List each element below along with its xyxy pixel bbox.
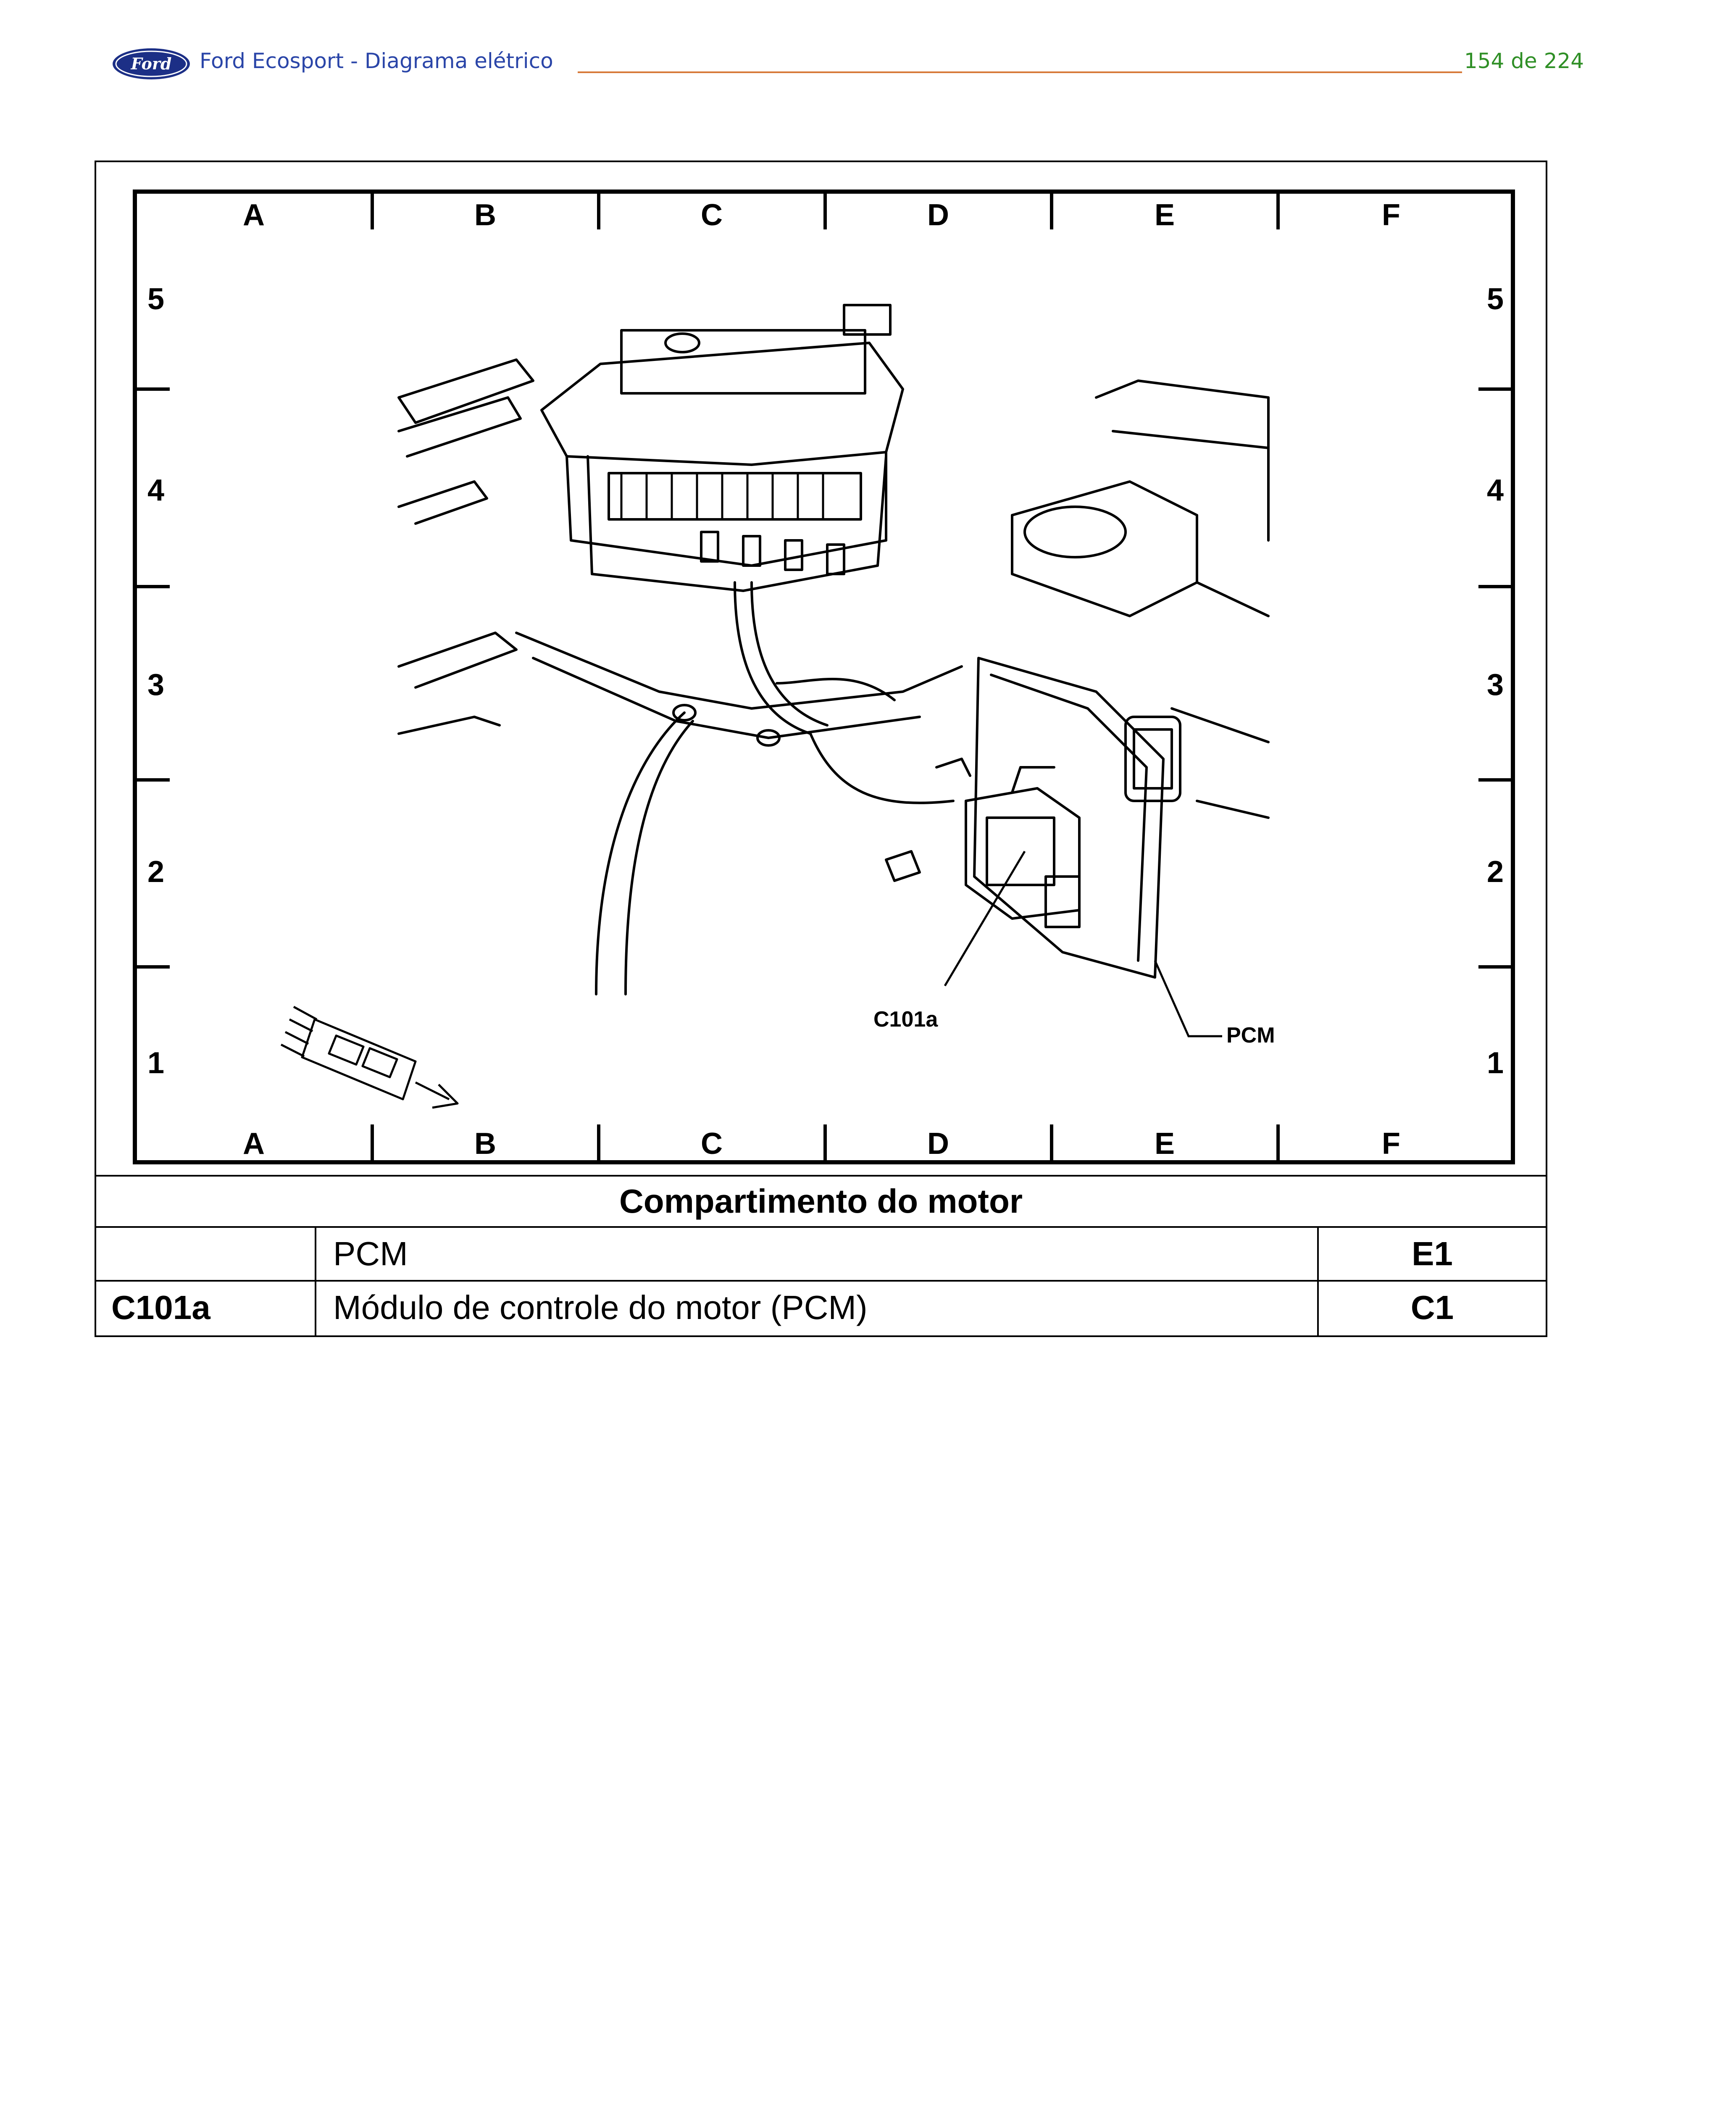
connector-code <box>96 1228 316 1280</box>
diagram-frame <box>95 161 1547 1337</box>
callout-pcm: PCM <box>1226 1023 1275 1048</box>
row-label-1-left: 1 <box>147 1046 165 1080</box>
row-label-4-left: 4 <box>147 474 165 507</box>
row-label-2-left: 2 <box>147 855 165 889</box>
row-label-1-right: 1 <box>1486 1046 1504 1080</box>
grid-location: E1 <box>1412 1235 1453 1272</box>
engine-compartment-drawing <box>96 162 1546 1177</box>
column-label-e-bottom: E <box>1154 1127 1175 1161</box>
column-label-f-top: F <box>1382 198 1400 232</box>
page-header <box>111 47 1584 81</box>
component-description: PCM <box>316 1228 1319 1280</box>
svg-text:Ford: Ford <box>131 54 172 73</box>
column-label-a-bottom: A <box>243 1127 265 1161</box>
column-label-a-top: A <box>243 198 265 232</box>
table-row <box>96 1282 1546 1335</box>
column-label-c-bottom: C <box>701 1127 723 1161</box>
legend-title: Compartimento do motor <box>96 1177 1546 1228</box>
table-row <box>96 1228 1546 1282</box>
grid-location: C1 <box>1410 1289 1454 1326</box>
row-label-4-right: 4 <box>1486 474 1504 507</box>
document-title: Ford Ecosport - Diagrama elétrico <box>200 49 553 73</box>
row-label-5-right: 5 <box>1486 282 1504 316</box>
column-label-d-top: D <box>927 198 949 232</box>
callout-c101a: C101a <box>873 1007 938 1032</box>
column-label-b-bottom: B <box>474 1127 496 1161</box>
row-label-3-right: 3 <box>1486 668 1504 702</box>
ford-logo-icon <box>111 47 191 81</box>
column-label-b-top: B <box>474 198 496 232</box>
page-number: 154 de 224 <box>1464 49 1584 73</box>
column-label-d-bottom: D <box>927 1127 949 1161</box>
location-diagram <box>96 162 1546 1177</box>
row-label-2-right: 2 <box>1486 855 1504 889</box>
vehicle-front-arrow-icon <box>281 1007 458 1108</box>
column-label-e-top: E <box>1154 198 1175 232</box>
row-label-3-left: 3 <box>147 668 165 702</box>
column-label-c-top: C <box>701 198 723 232</box>
connector-code: C101a <box>96 1282 316 1335</box>
component-description: Módulo de controle do motor (PCM) <box>316 1282 1319 1335</box>
row-label-5-left: 5 <box>147 282 165 316</box>
column-label-f-bottom: F <box>1382 1127 1400 1161</box>
header-divider <box>578 71 1462 73</box>
